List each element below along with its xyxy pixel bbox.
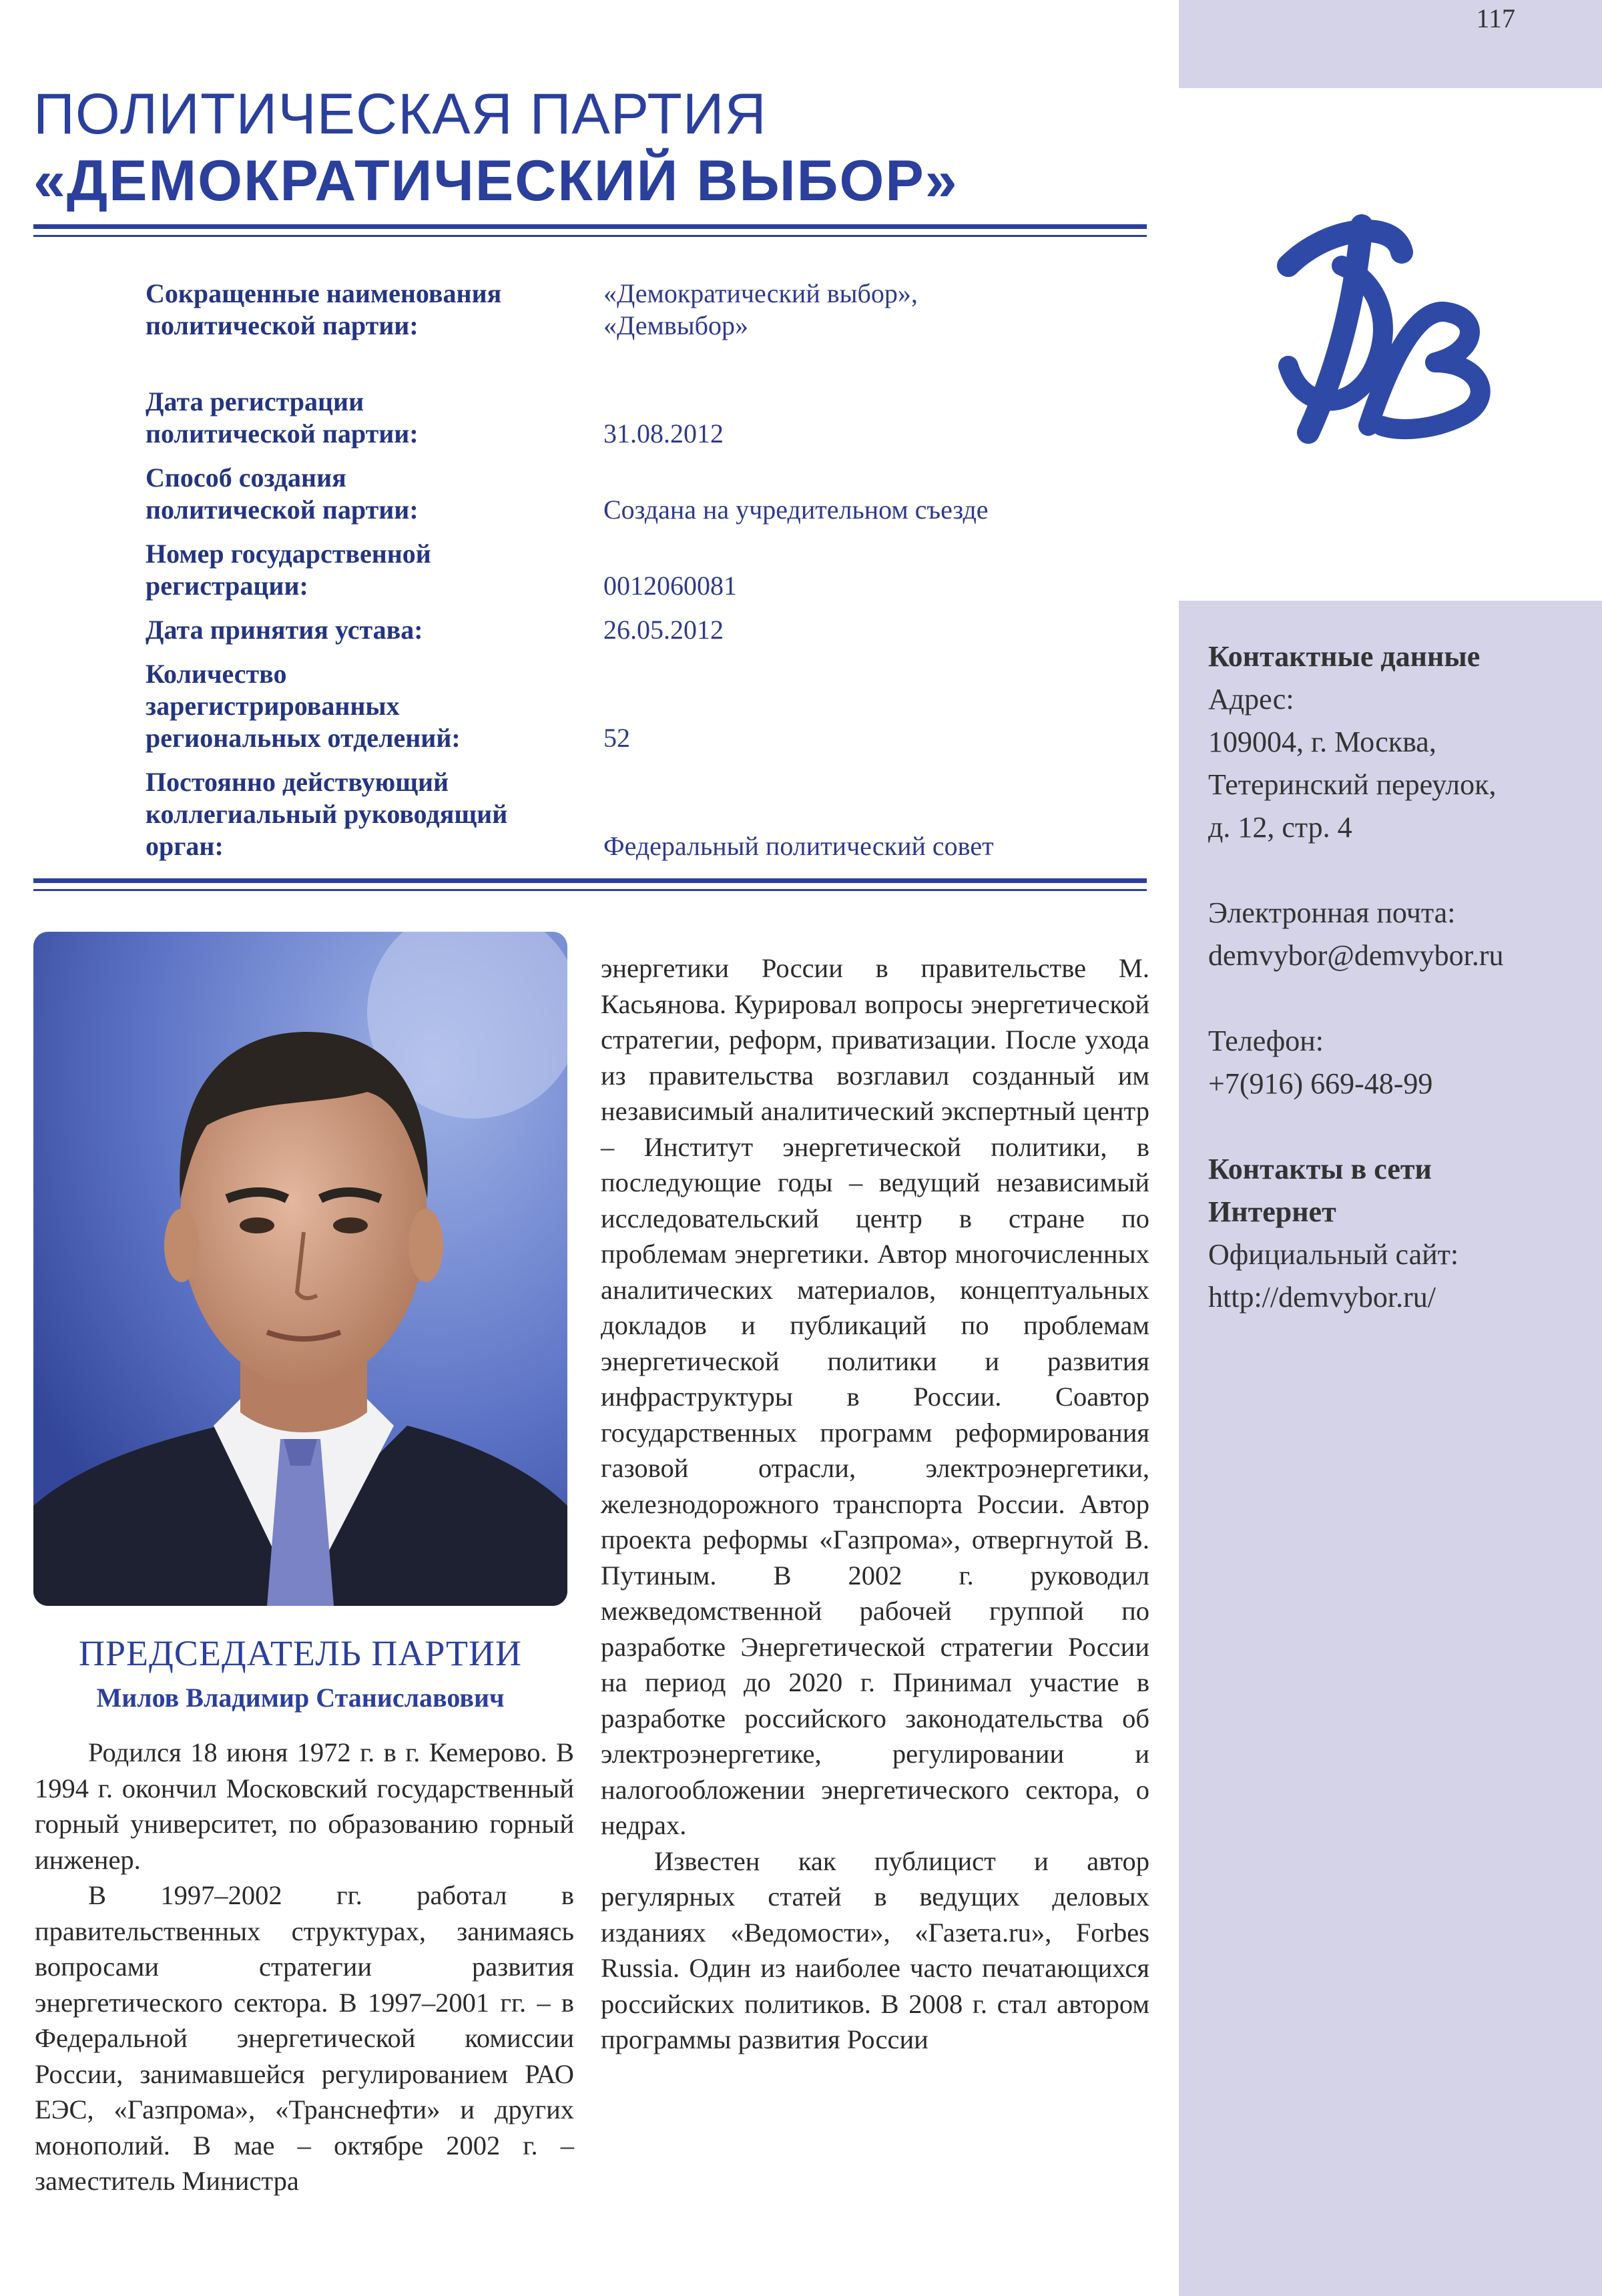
page-title-line-1: ПОЛИТИЧЕСКАЯ ПАРТИЯ: [33, 82, 767, 146]
info-value-short-names: «Демократический выбор», «Демвыбор»: [603, 278, 918, 340]
info-value-registration-date: 31.08.2012: [603, 418, 724, 449]
info-rule-thin: [33, 889, 1147, 891]
info-label-state-registration-number: Номер государственной регистрации:: [146, 539, 431, 601]
info-value-governing-body: Федеральный политический совет: [603, 831, 994, 861]
internet-heading: Контакты в сети Интернет: [1208, 1153, 1432, 1228]
page-number: 117: [1476, 3, 1515, 33]
contacts-panel: [1179, 601, 1602, 2296]
info-value-regional-branches: 52: [603, 723, 630, 753]
info-rule: [33, 878, 1147, 883]
party-logo-db-icon: [1262, 212, 1515, 466]
chairman-heading: ПРЕДСЕДАТЕЛЬ ПАРТИИ: [79, 1633, 522, 1673]
email-label: Электронная почта:: [1208, 896, 1456, 929]
chairman-photo: [33, 932, 567, 1606]
bio-paragraph: В 1997–2002 гг. работал в правительственных структурах, занимаясь вопросами стратегии развития энергетического сектора. В 1997–2001 гг. – в Федеральной энергетической комиссии России, занимавшейся регулированием РАО ЕЭС, «Газпрома», «Транснефти» и других монополий. В мае – октябре 2002 г. – заместитель Министра: [35, 1880, 574, 2196]
bio-column-right: [601, 950, 1149, 2058]
address-label: Адрес:: [1208, 683, 1294, 715]
info-value-state-registration-number: 0012060081: [603, 571, 737, 601]
info-label-charter-date: Дата принятия устава:: [146, 615, 423, 645]
info-label-short-names: Сокращенные наименования политической партии:: [146, 278, 502, 340]
title-rule: [33, 224, 1147, 229]
info-label-creation-method: Способ создания политической партии:: [146, 463, 419, 525]
bio-paragraph: Известен как публицист и автор регулярных статей в ведущих деловых изданиях «Ведомости», «Газета.ru», Forbes Russia. Один из наиболее часто печатающихся российских политиков. В 2008 г. стал автором программы развития России: [601, 1845, 1149, 2054]
info-label-regional-branches: Количество зарегистрированных региональных отделений:: [146, 659, 461, 753]
address-line: 109004, г. Москва,: [1208, 726, 1436, 758]
bio-column-left: [35, 1735, 574, 2199]
info-label-registration-date: Дата регистрации политической партии:: [146, 386, 419, 449]
phone-number: +7(916) 669-48-99: [1208, 1067, 1433, 1100]
bio-paragraph: энергетики России в правительстве М. Касьянова. Курировал вопросы энергетической стратегии, реформ, приватизации. После ухода из правительства возглавил созданный им независимый аналитический экспертный центр – Институт энергетической политики, в последующие годы – ведущий независимый исследовательский центр в стране по проблемам энергетики. Автор многочисленных аналитических материалов, концептуальных докладов и публикаций по проблемам энергетической политики и развития инфраструктуры в России. Соавтор государственных программ реформирования газовой отрасли, электроэнергетики, железнодорожного транспорта России. Автор проекта реформы «Газпрома», отвергнутой В. Путиным. В 2002 г. руководил межведомственной рабочей группой по разработке Энергетической стратегии России на период до 2020 г. Принимал участие в разработке российского законодательства об электроэнергетике, регулировании и налогообложении энергетического сектора, о недрах.: [601, 953, 1149, 1840]
site-link[interactable]: http://demvybor.ru/: [1208, 1281, 1436, 1314]
info-value-charter-date: 26.05.2012: [603, 615, 724, 645]
address-line: д. 12, стр. 4: [1208, 811, 1352, 844]
email-link[interactable]: demvybor@demvybor.ru: [1208, 939, 1504, 972]
contacts-heading: Контактные данные: [1208, 640, 1481, 673]
site-label: Официальный сайт:: [1208, 1238, 1459, 1271]
chairman-name: Милов Владимир Станиславович: [96, 1683, 505, 1713]
info-label-governing-body: Постоянно действующий коллегиальный руководящий орган:: [146, 767, 508, 861]
address-line: Тетеринский переулок,: [1208, 768, 1497, 801]
phone-label: Телефон:: [1208, 1025, 1324, 1057]
bio-paragraph: Родился 18 июня 1972 г. в г. Кемерово. В 1994 г. окончил Московский государственный горный университет, по образованию горный инженер.: [35, 1737, 574, 1875]
info-value-creation-method: Создана на учредительном съезде: [603, 495, 989, 525]
page-title-line-2: «ДЕМОКРАТИЧЕСКИЙ ВЫБОР»: [33, 149, 959, 213]
title-rule-thin: [33, 235, 1147, 237]
page-number-panel: [1179, 0, 1602, 88]
